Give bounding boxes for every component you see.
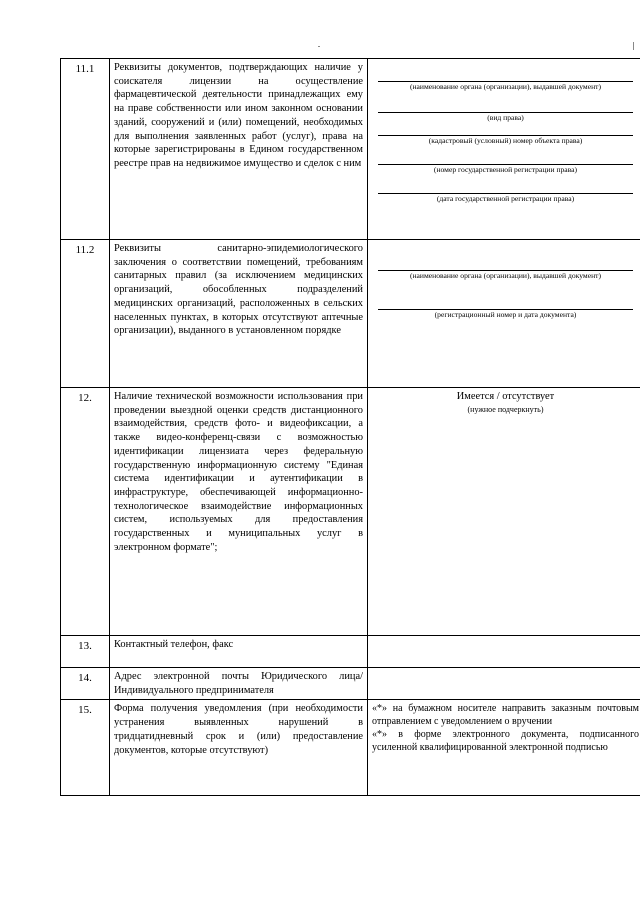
phone-fax-field[interactable] [368,636,640,668]
row-description: Адрес электронной почты Юридического лица/Индивидуального предпринимателя [110,668,368,700]
row-number: 12. [61,388,110,636]
row-number: 15. [61,700,110,796]
row-value [368,388,640,636]
row-value [368,700,640,796]
table-row [61,59,640,240]
blank-field[interactable] [372,297,639,320]
row-number: 11.1 [61,59,110,240]
table-row [61,700,640,796]
row-description: Наличие технической возможности использования при проведении выездной оценки средств дистанционного взаимодействия, средств фото- и видеофиксации, а также видео-конференц-связи с возможностью идентификации лицензиата через федеральную государственную информационную систему "Единая система идентификации и аутентификации в инфраструктуре, обеспечивающей информационно-технологическое взаимодействие информационных систем, используемых для предоставления государственных и муниципальных услуг в электронном формате"; [110,388,368,636]
row-description: Форма получения уведомления (при необходимости устранения выявленных нарушений в тридцатидневный срок и (или) предоставление документов, которые отсутствуют) [110,700,368,796]
row-description: Реквизиты санитарно-эпидемиологического заключения о соответствии помещений, требованиям санитарных правил (за исключением медицинских организаций, обособленных подразделений медицинских организаций, расположенных в сельских населенных пунктах, в которых отсутствуют аптечные организации), выданного в установленном порядке [110,240,368,388]
row-value [368,59,640,240]
field-caption: (наименование органа (организации), выдавшей документ) [409,82,602,91]
scan-speck [318,46,320,47]
row-value [368,240,640,388]
table-row [61,388,640,636]
table-row [61,668,640,700]
field-caption: (вид права) [487,113,524,122]
row-number: 11.2 [61,240,110,388]
availability-choice[interactable]: Имеется / отсутствует [456,391,555,402]
blank-field[interactable] [372,100,639,123]
blank-field[interactable] [372,123,639,146]
field-caption: (регистрационный номер и дата документа) [434,310,577,319]
delivery-option-electronic[interactable]: «*» в форме электронного документа, подписанного усиленной квалифицированной электронной подписью [372,729,639,754]
field-caption: (номер государственной регистрации права) [433,165,578,174]
row-description: Контактный телефон, факс [110,636,368,668]
field-caption: (наименование органа (организации), выдавшей документ) [409,271,602,280]
email-field[interactable] [368,668,640,700]
table-row [61,240,640,388]
table-row [61,636,640,668]
row-description: Реквизиты документов, подтверждающих наличие у соискателя лицензии на осуществление фармацевтической деятельности принадлежащих ему на праве собственности или ином законном основании зданий, сооружений и (или) помещений, необходимых для выполнения заявленных работ (услуг), права на которые зарегистрированы в Едином государственном реестре прав на недвижимое имущество и сделок с ним [110,59,368,240]
blank-field[interactable] [372,258,639,281]
scan-speck [633,42,634,50]
field-caption: (кадастровый (условный) номер объекта права) [428,136,583,145]
row-number: 13. [61,636,110,668]
delivery-option-paper[interactable]: «*» на бумажном носителе направить заказным почтовым отправлением с уведомлением о вручении [372,703,639,728]
row-number: 14. [61,668,110,700]
field-caption: (дата государственной регистрации права) [436,194,575,203]
application-form-table [60,58,640,796]
blank-field[interactable] [372,69,639,92]
blank-field[interactable] [372,152,639,175]
blank-field[interactable] [372,181,639,204]
choice-note: (нужное подчеркнуть) [467,404,544,414]
